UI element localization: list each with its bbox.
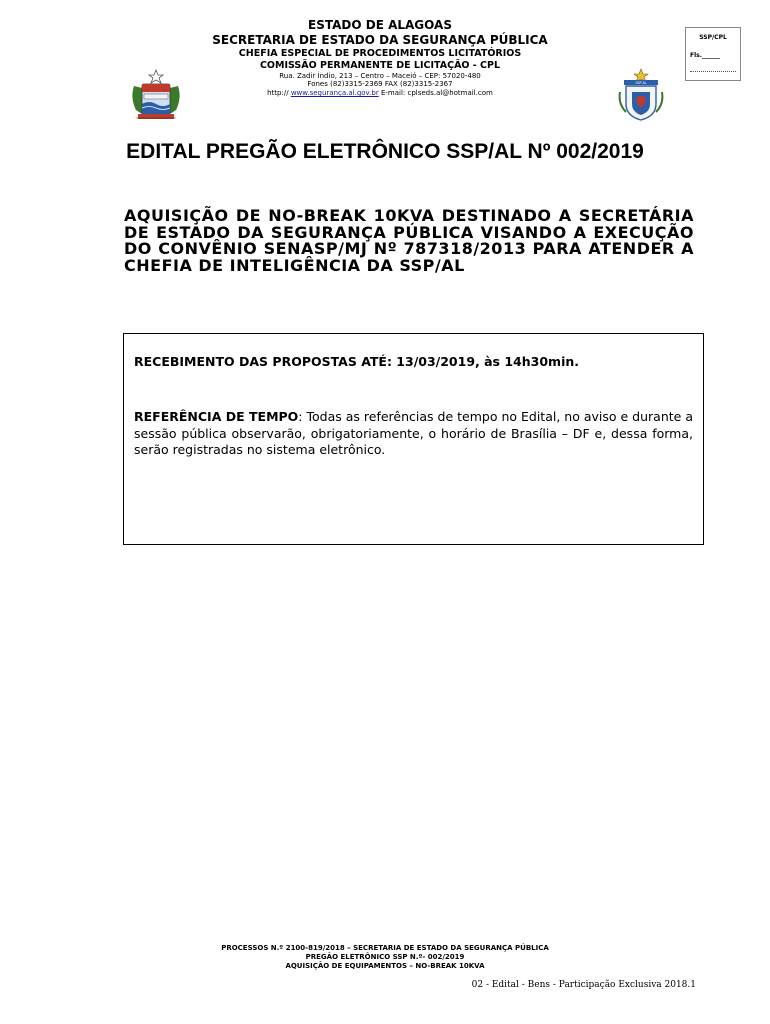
ssp-crest-icon <box>618 68 664 122</box>
web-prefix: http:// <box>267 89 289 97</box>
header-state: ESTADO DE ALAGOAS <box>308 18 452 32</box>
header-secretariat: SECRETARIA DE ESTADO DA SEGURANÇA PÚBLICA <box>212 33 548 47</box>
footer-pregao: PREGÃO ELETRÔNICO SSP N.º- 002/2019 <box>305 953 465 961</box>
protocol-stamp-box <box>685 27 741 81</box>
stamp-title: SSP/CPL <box>699 34 727 41</box>
alagoas-coat-of-arms-icon <box>128 68 184 122</box>
header-phones: Fones (82)3315-2369 FAX (82)3315-2367 <box>307 80 453 88</box>
email-text: E-mail: cplseds.al@hotmail.com <box>380 89 493 97</box>
time-reference-text: : Todas as referências de tempo no Edital, no aviso e durante a sessão pública observarão, obrigatoriamente, o horário de Brasília – DF e, dessa forma, serão registradas no sistema eletrônico. <box>134 409 693 457</box>
footer-acquisition: AQUISIÇÃO DE EQUIPAMENTOS – NO-BREAK 10KVA <box>285 962 485 970</box>
footer-process: PROCESSOS N.º 2100-819/2018 – SECRETARIA DE ESTADO DA SEGURANÇA PÚBLICA <box>221 944 549 952</box>
stamp-fls: Fls.______ <box>690 52 721 59</box>
document-subject: AQUISIÇÃO DE NO-BREAK 10KVA DESTINADO A SECRETÁRIA DE ESTADO DA SEGURANÇA PÚBLICA VISANDO A EXECUÇÃO DO CONVÊNIO SENASP/MJ Nº 787318/2013 PARA ATENDER A CHEFIA DE INTELIGÊNCIA DA SSP/AL <box>124 206 694 275</box>
time-reference-label: REFERÊNCIA DE TEMPO <box>134 409 299 424</box>
document-title: EDITAL PREGÃO ELETRÔNICO SSP/AL Nº 002/2019 <box>126 140 644 163</box>
time-reference <box>134 409 693 459</box>
proposal-deadline: RECEBIMENTO DAS PROPOSTAS ATÉ: 13/03/2019, às 14h30min. <box>134 354 579 369</box>
proposal-info-box <box>123 333 704 545</box>
header-chefia: CHEFIA ESPECIAL DE PROCEDIMENTOS LICITATÓRIOS <box>238 48 522 59</box>
header-address: Rua. Zadir Índio, 213 – Centro – Maceió – CEP: 57020-480 <box>279 72 481 80</box>
stamp-line <box>690 71 736 72</box>
svg-text:SSP AL: SSP AL <box>635 81 647 85</box>
header-web <box>180 89 580 97</box>
footer-doc-version: 02 - Edital - Bens - Participação Exclusiva 2018.1 <box>471 980 696 990</box>
website-link[interactable]: www.segurança.al.gov.br <box>290 89 379 97</box>
header-commission: COMISSÃO PERMANENTE DE LICITAÇÃO - CPL <box>259 60 501 71</box>
